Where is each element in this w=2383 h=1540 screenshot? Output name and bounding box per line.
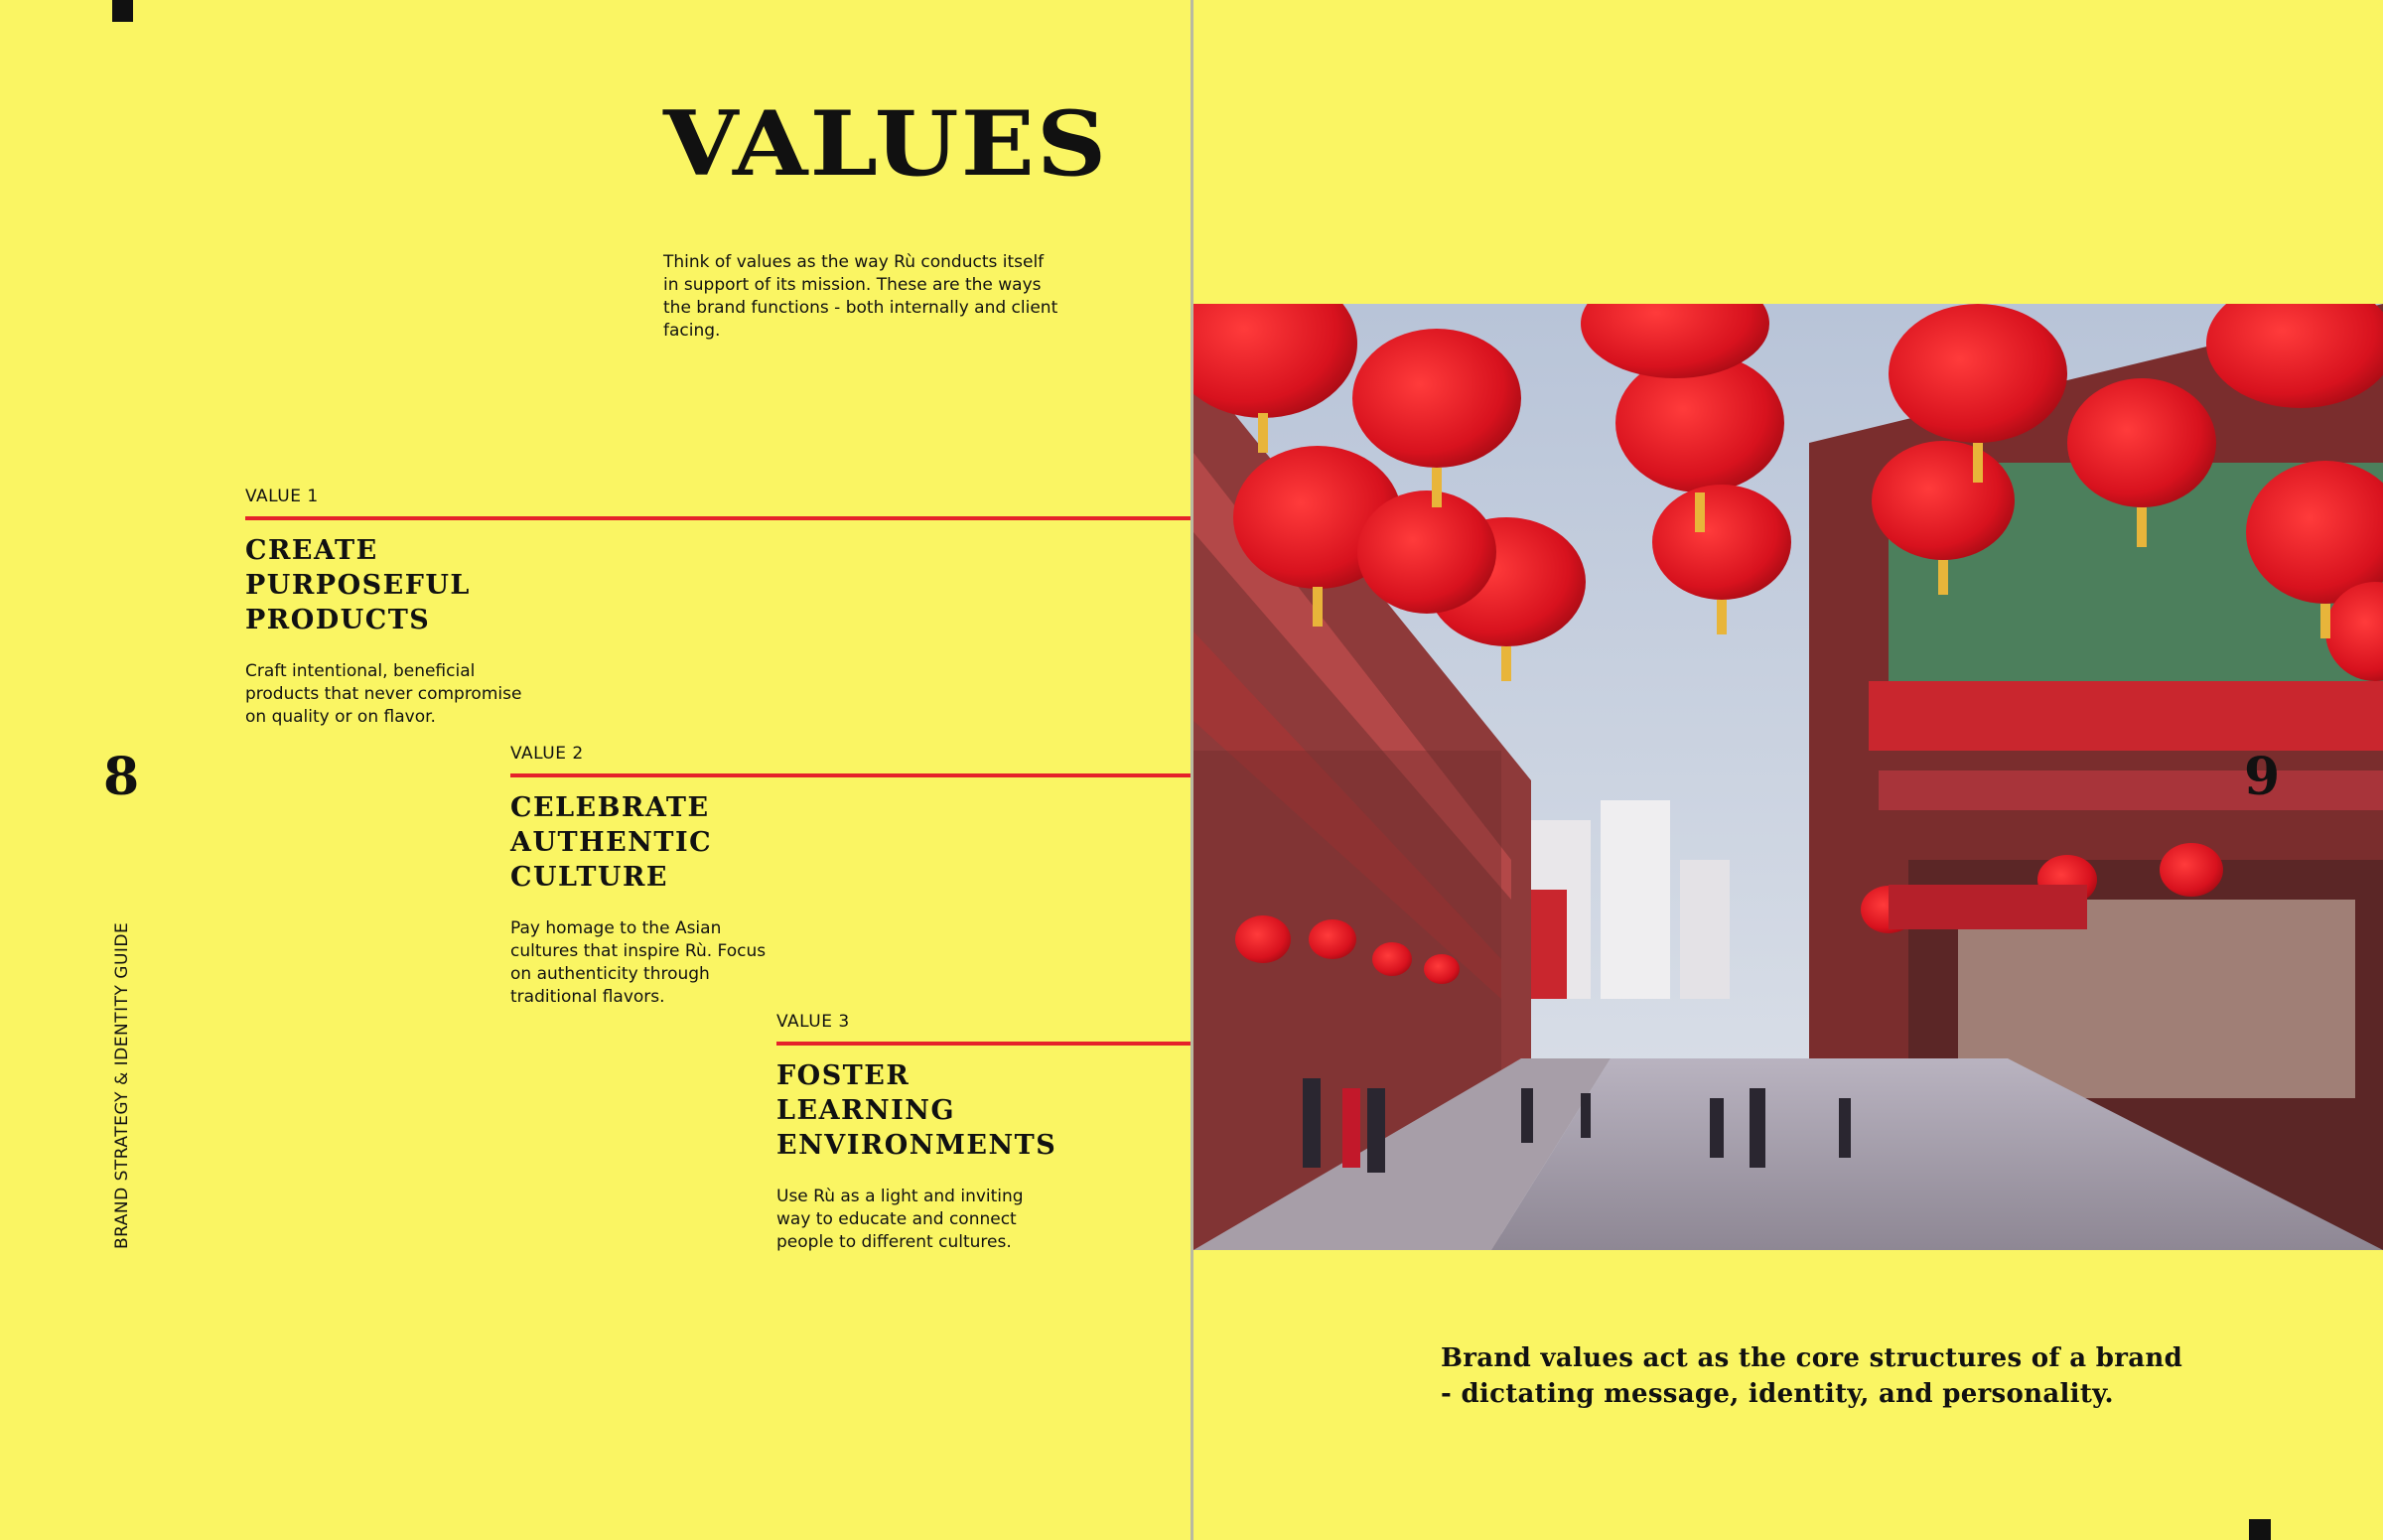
value-1-label: VALUE 1 <box>245 487 319 506</box>
crop-mark-top <box>112 0 133 22</box>
street-lanterns-photo <box>1193 304 2383 1250</box>
page-title: VALUES <box>663 91 1109 197</box>
value-3-label: VALUE 3 <box>776 1012 850 1032</box>
crop-mark-bottom <box>2249 1519 2271 1540</box>
value-2-description: Pay homage to the Asian cultures that inspire Rù. Focus on authenticity through traditional flavors. <box>510 918 767 1007</box>
value-2-heading-line-2: AUTHENTIC <box>510 827 713 858</box>
value-3-heading-line-1: FOSTER <box>776 1060 911 1091</box>
intro-paragraph: Think of values as the way Rù conducts itself in support of its mission. These are the ways the brand functions - both internally and client facing. <box>663 252 1058 341</box>
value-2-heading-line-1: CELEBRATE <box>510 792 710 823</box>
page-number-left: 8 <box>103 747 140 807</box>
value-1-description: Craft intentional, beneficial products that never compromise on quality or on flavor. <box>245 661 522 727</box>
brand-values-quote: Brand values act as the core structures of a brand - dictating message, identity, and personality. <box>1441 1343 2183 1409</box>
value-1-heading-line-1: CREATE <box>245 535 378 566</box>
left-page <box>0 0 1191 1540</box>
value-1-rule <box>245 516 1191 520</box>
value-2-heading-line-3: CULTURE <box>510 862 668 893</box>
value-3-heading-line-3: ENVIRONMENTS <box>776 1130 1057 1161</box>
page-number-right: 9 <box>2244 747 2281 807</box>
side-running-label: BRAND STRATEGY & IDENTITY GUIDE <box>112 921 132 1249</box>
value-2-label: VALUE 2 <box>510 744 584 764</box>
value-3-heading <box>776 1058 1056 1163</box>
value-1-heading-line-2: PURPOSEFUL <box>245 570 471 601</box>
value-1-heading-line-3: PRODUCTS <box>245 605 431 635</box>
value-3-heading-line-2: LEARNING <box>776 1095 955 1126</box>
value-2-rule <box>510 773 1191 777</box>
street-with-red-lanterns-photo <box>1193 304 2383 1250</box>
value-2-heading <box>510 790 712 895</box>
value-3-description: Use Rù as a light and inviting way to educate and connect people to different cultures. <box>776 1187 1024 1252</box>
value-1-heading <box>245 533 471 637</box>
value-3-rule <box>776 1042 1191 1046</box>
